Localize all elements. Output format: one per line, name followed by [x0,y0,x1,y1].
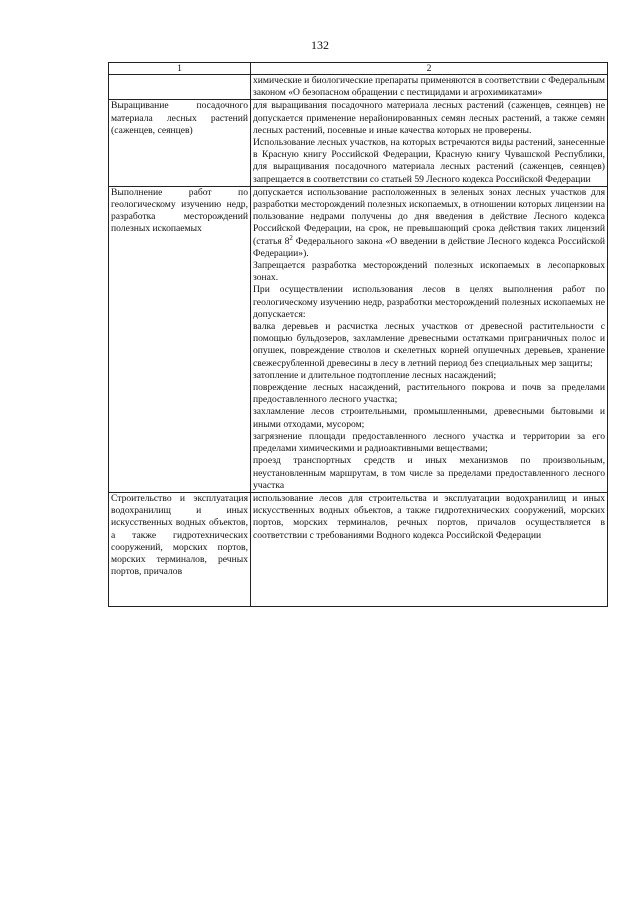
page-number: 132 [311,38,329,52]
requirement-paragraph: валка деревьев и расчистка лесных участков от древесной растительности с помощью бульдозеров, захламление древесными остатками приграничных полос и опушек, повреждение стволов и скелетных корней опушечных деревьев, хранение свежесрубленной древесины в лесу в летний период без специальных мер защиты; [253,321,605,369]
column-header-2: 2 [251,63,608,75]
activity-cell [109,186,251,492]
activity-cell [109,492,251,606]
column-header-1: 1 [109,63,251,75]
requirement-paragraph: химические и биологические препараты применяются в соответствии с Федеральным законом «О безопасном обращении с пестицидами и агрохимикатами» [253,75,605,99]
requirements-cell [251,75,608,100]
requirement-paragraph: повреждение лесных насаждений, растительного покрова и почв за пределами предоставленного лесного участка; [253,382,605,406]
activity-text: Строительство и эксплуатация водохранилищ и иных искусственных водных объектов, а также гидротехнических сооружений, морских портов, морских терминалов, речных портов, причалов [111,492,248,578]
requirement-paragraph: загрязнение площади предоставленного лесного участка и территории за его пределами химическими и радиоактивными веществами; [253,430,605,455]
requirement-paragraph [253,187,605,260]
table-row [109,186,608,492]
table-row [109,75,608,100]
requirement-text: допускается использование расположенных в зеленых зонах лесных участков для разработки месторождений полезных ископаемых, в отношении которых лицензии на пользование недрами получены до дня введения в действие Лесного кодекса Российской Федерации, на срок, не превышающий срока действия таких лицензий (статья 8 [253,186,605,247]
regulations-table [108,62,608,607]
table-header-row [109,63,608,75]
requirement-paragraph: Запрещается разработка месторождений полезных ископаемых в лесопарковых зонах. [253,260,605,284]
requirement-text: Федерального закона «О введении в действие Лесного кодекса Российской Федерации»). [253,235,605,259]
activity-text: Выполнение работ по геологическому изучению недр, разработка месторождений полезных ископаемых [111,186,248,235]
requirements-cell [251,492,608,606]
activity-cell [109,75,251,100]
activity-cell [109,100,251,186]
requirement-paragraph: проезд транспортных средств и иных механизмов по произвольным, неустановленным маршрутам, в том числе за пределами предоставленного лесного участка [253,455,605,491]
requirement-paragraph: для выращивания посадочного материала лесных растений (саженцев, сеянцев) не допускается применение нерайонированных семян лесных растений, а также семян лесных растений, посевные и иные качества которых не проверены. [253,100,605,136]
requirements-cell [251,100,608,186]
requirement-paragraph: затопление и длительное подтопление лесных насаждений; [253,369,497,381]
requirement-paragraph: Использование лесных участков, на которых встречаются виды растений, занесенные в Красную книгу Российской Федерации, Красную книгу Чувашской Республики, для выращивания посадочного материала лесных растений (саженцев, сеянцев) запрещается в соответствии со статьей 59 Лесного кодекса Российской Федерации [253,137,605,185]
article-superscript: 2 [289,233,293,242]
table-row [109,100,608,186]
requirement-paragraph: При осуществлении использования лесов в целях выполнения работ по геологическому изучению недр, разработки месторождений полезных ископаемых не допускается: [253,284,605,320]
requirements-cell [251,186,608,492]
requirement-paragraph: захламление лесов строительными, промышленными, древесными бытовыми и иными отходами, мусором; [253,406,605,430]
requirement-paragraph: использование лесов для строительства и эксплуатации водохранилищ и иных искусственных водных объектов, а также гидротехнических сооружений, морских портов, морских терминалов, речных портов, причалов осуществляется в соответствии с требованиями Водного кодекса Российской Федерации [253,492,605,541]
table-row [109,492,608,606]
activity-text: Выращивание посадочного материала лесных растений (саженцев, сеянцев) [111,100,248,136]
